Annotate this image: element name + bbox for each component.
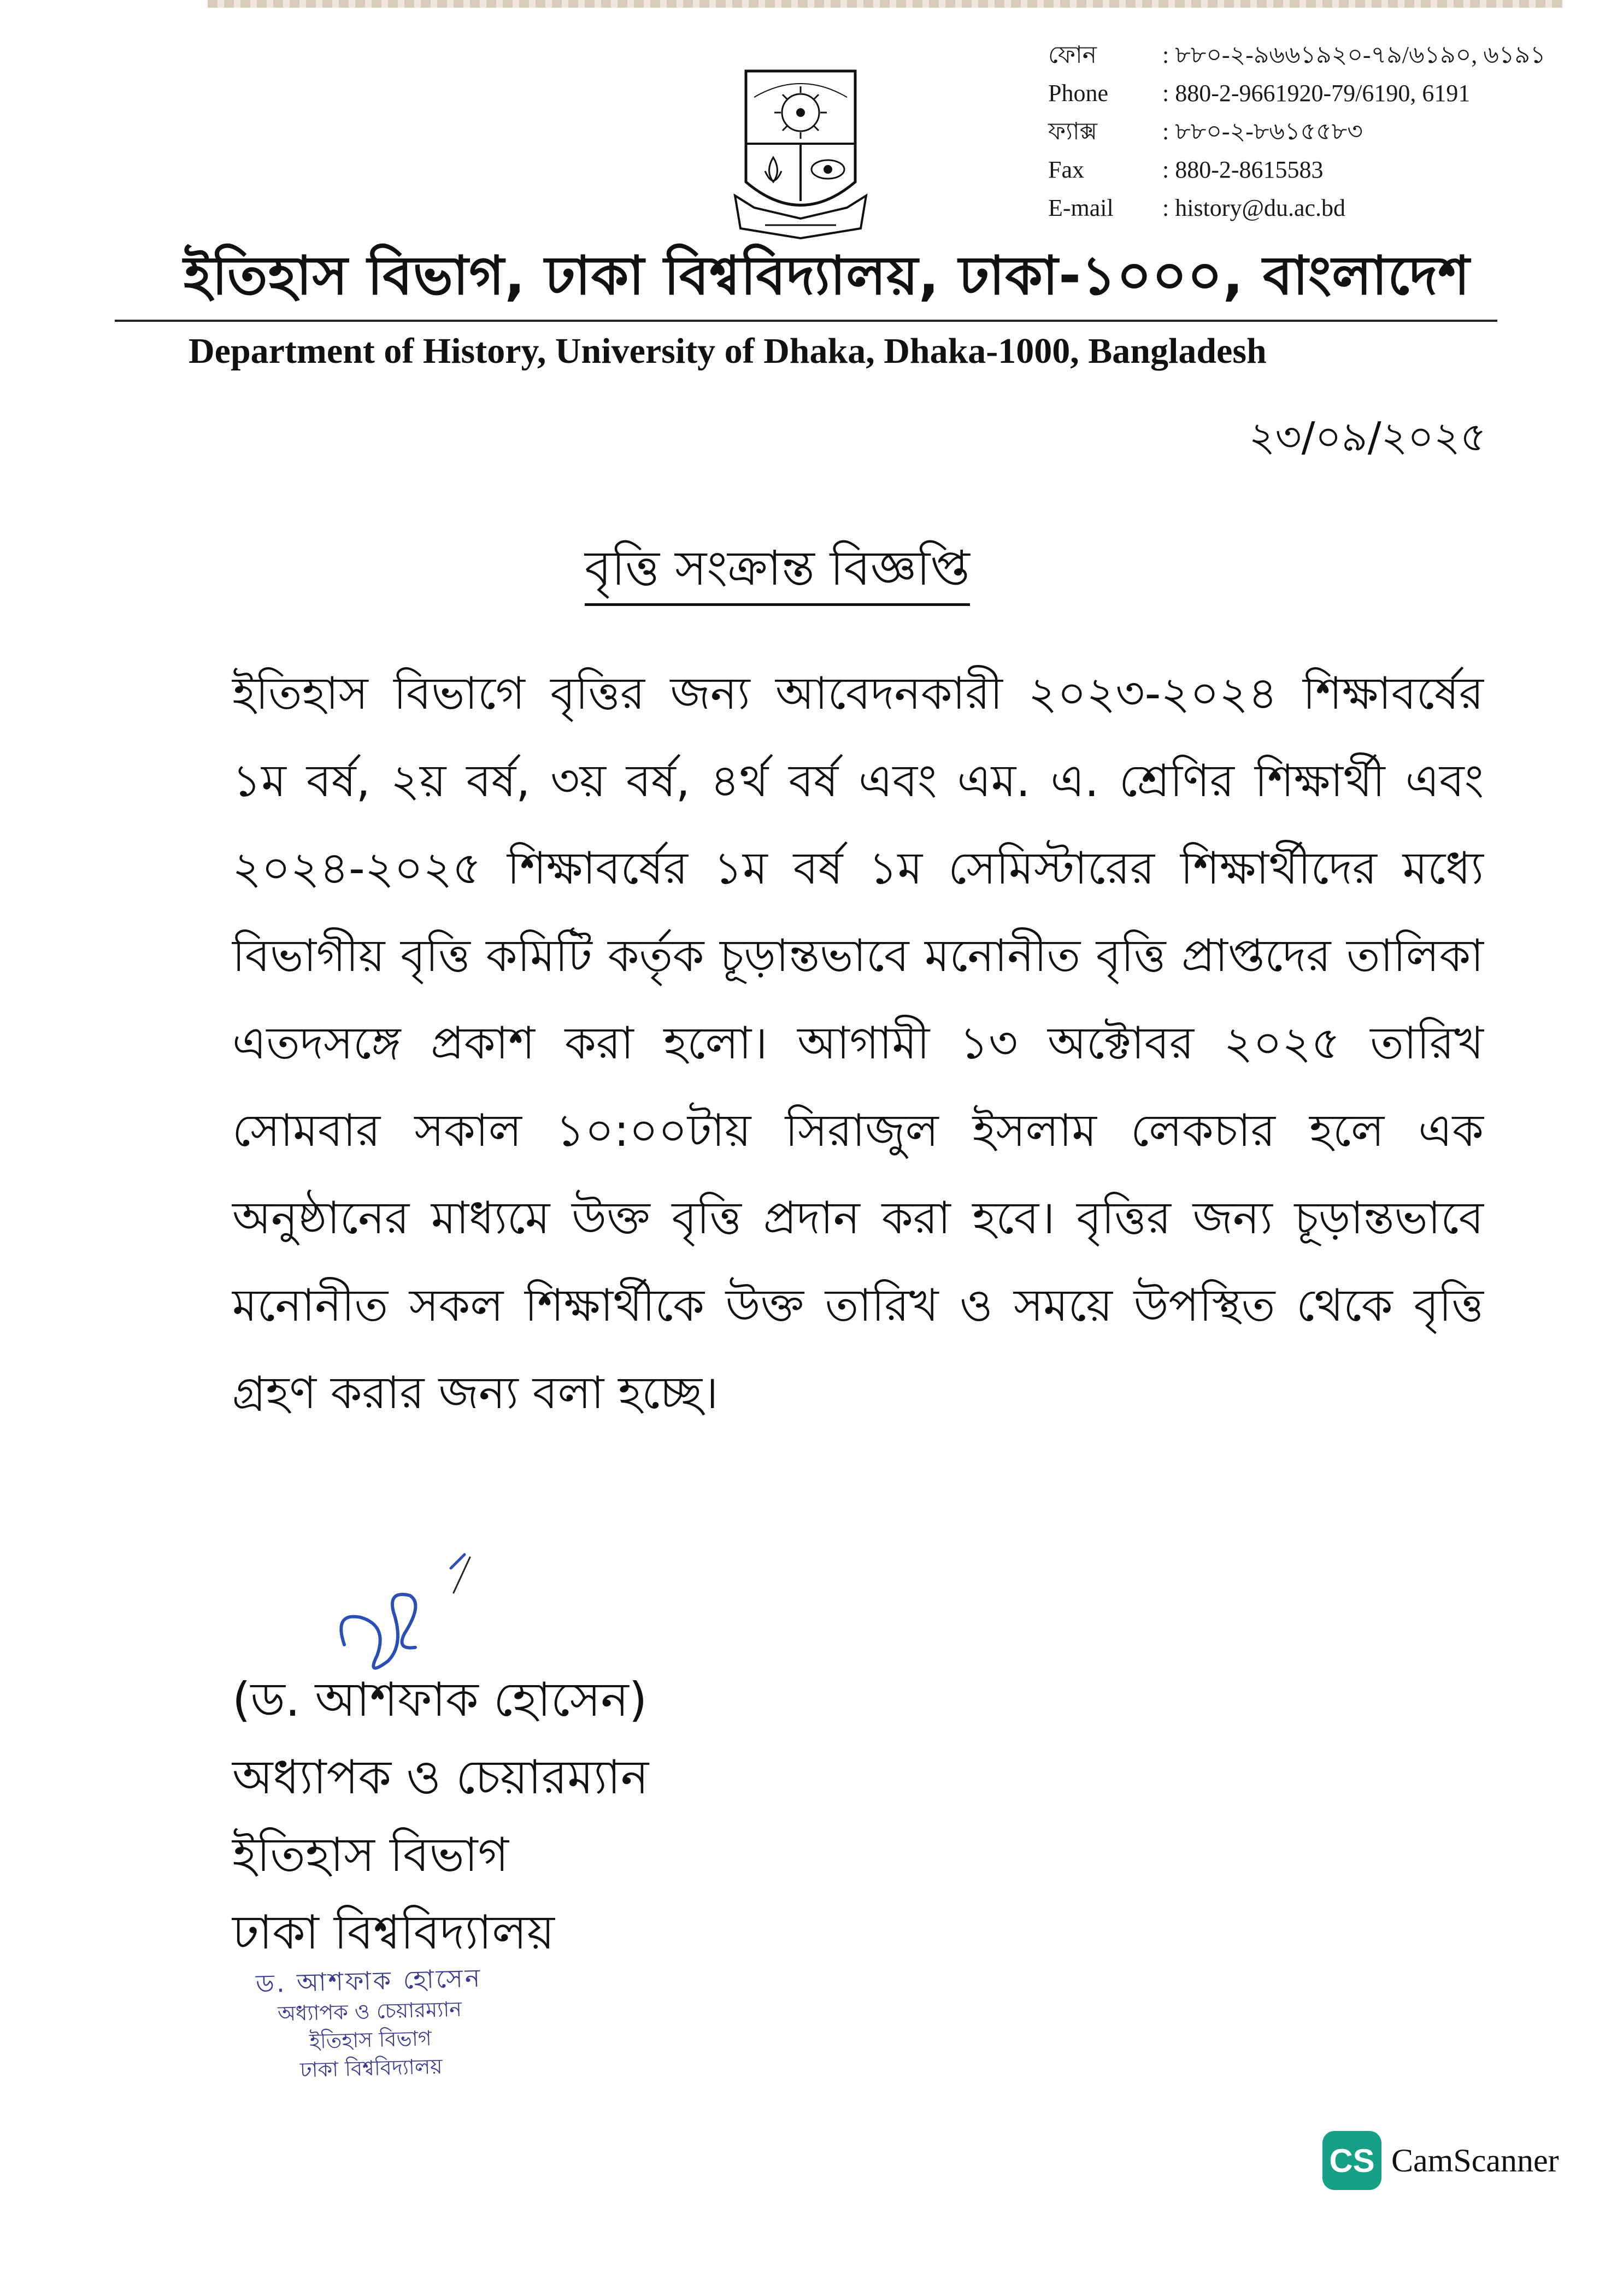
contact-value: : ৮৮০-২-৯৬৬১৯২০-৭৯/৬১৯০, ৬১৯১ — [1162, 42, 1546, 68]
stamp-designation: অধ্যাপক ও চেয়ারম্যান — [277, 1997, 462, 2026]
notice-date: ২৩/০৯/২০২৫ — [1249, 414, 1486, 461]
scan-edge — [208, 0, 1563, 8]
letterhead-bangla: ইতিহাস বিভাগ, ঢাকা বিশ্ববিদ্যালয়, ঢাকা-১০০০, বাংলাদেশ — [184, 245, 1471, 307]
letterhead-english: Department of History, University of Dhaka, Dhaka-1000, Bangladesh — [189, 331, 1267, 371]
signatory-name: (ড. আশফাক হোসেন) — [232, 1673, 648, 1727]
contact-label: ফ্যাক্স — [1048, 118, 1098, 145]
contact-row — [1048, 189, 1546, 227]
letterhead-divider — [115, 320, 1497, 322]
contact-value: : ৮৮০-২-৮৬১৫৫৮৩ — [1162, 118, 1363, 145]
contact-value: : 880-2-9661920-79/6190, 6191 — [1162, 80, 1471, 107]
contact-label: Fax — [1048, 156, 1084, 183]
contact-value: : 880-2-8615583 — [1162, 156, 1324, 183]
camscanner-icon: CS — [1322, 2131, 1381, 2190]
stamp-name: ড. আশফাক হোসেন — [255, 1963, 483, 1999]
contact-label: ফোন — [1048, 42, 1097, 68]
contact-label: Phone — [1048, 80, 1108, 107]
contact-block — [1048, 36, 1546, 227]
contact-row — [1048, 74, 1546, 113]
contact-label: E-mail — [1048, 195, 1114, 221]
university-logo — [732, 64, 869, 245]
contact-row — [1048, 151, 1546, 189]
contact-email[interactable]: : history@du.ac.bd — [1162, 195, 1346, 221]
stamp-university: ঢাকা বিশ্ববিদ্যালয় — [299, 2054, 443, 2082]
contact-row — [1048, 36, 1546, 74]
signatory-university: ঢাকা বিশ্ববিদ্যালয় — [232, 1905, 555, 1960]
notice-body: ইতিহাস বিভাগে বৃত্তির জন্য আবেদনকারী ২০২৩-২০২৪ শিক্ষাবর্ষের ১ম বর্ষ, ২য় বর্ষ, ৩য় বর্ষ, ৪র্থ বর্ষ এবং এম. এ. শ্রেণির শিক্ষার্থী এবং ২০২৪-২০২৫ শিক্ষাবর্ষের ১ম বর্ষ ১ম সেমিস্টারের শিক্ষার্থীদের মধ্যে বিভাগীয় বৃত্তি কমিটি কর্তৃক চূড়ান্তভাবে মনোনীত বৃত্তি প্রাপ্তদের তালিকা এতদসঙ্গে প্রকাশ করা হলো। আগামী ১৩ অক্টোবর ২০২৫ তারিখ সোমবার সকাল ১০:০০টায় সিরাজুল ইসলাম লেকচার হলে এক অনুষ্ঠানের মাধ্যমে উক্ত বৃত্তি প্রদান করা হবে। বৃত্তির জন্য চূড়ান্তভাবে মনোনীত সকল শিক্ষার্থীকে উক্ত তারিখ ও সময়ে উপস্থিত থেকে বৃত্তি গ্রহণ করার জন্য বলা হচ্ছে। — [232, 668, 1484, 1419]
camscanner-label: CamScanner — [1391, 2142, 1559, 2179]
notice-title: বৃত্তি সংক্রান্ত বিজ্ঞপ্তি — [585, 535, 970, 606]
camscanner-watermark — [1322, 2131, 1559, 2190]
signatory-designation: অধ্যাপক ও চেয়ারম্যান — [232, 1750, 649, 1805]
signatory-department: ইতিহাস বিভাগ — [232, 1828, 509, 1882]
contact-row — [1048, 113, 1546, 151]
stamp-department: ইতিহাস বিভাগ — [309, 2026, 432, 2053]
official-stamp — [255, 1962, 485, 2086]
signature-block — [232, 1661, 649, 1971]
